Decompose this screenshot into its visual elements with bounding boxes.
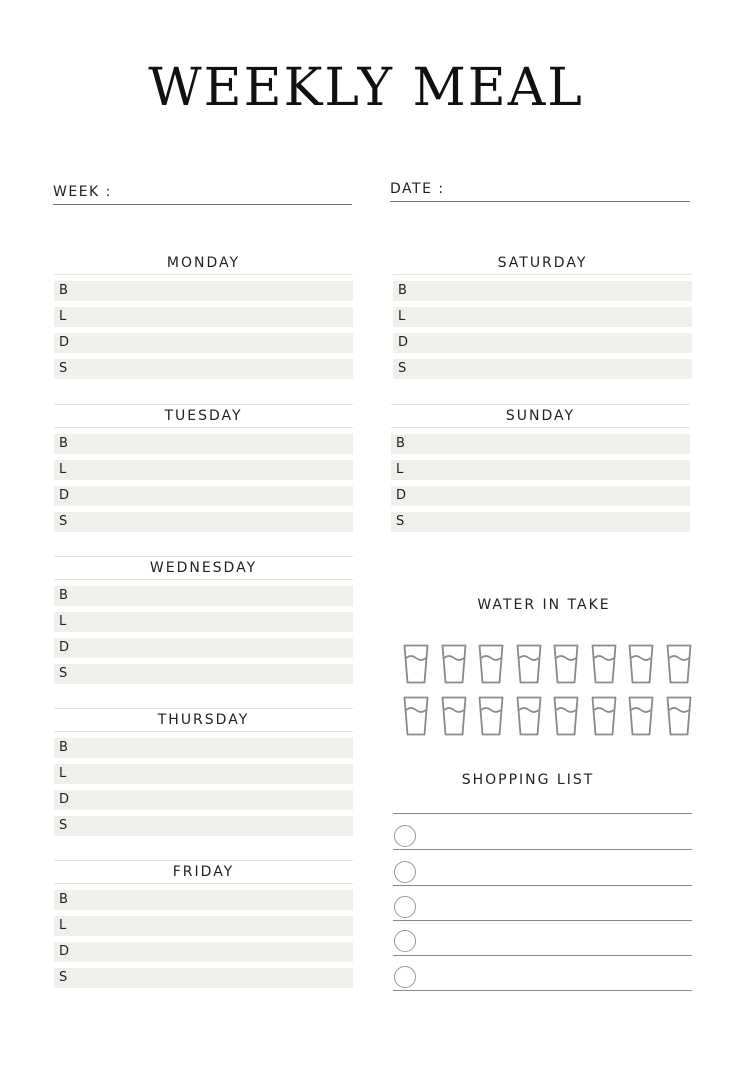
meal-row-snack[interactable]: S — [391, 512, 690, 532]
meal-row-lunch[interactable]: L — [54, 307, 353, 327]
checkbox-circle-icon[interactable] — [394, 930, 416, 952]
meal-row-breakfast[interactable]: B — [393, 281, 692, 301]
water-glass-icon[interactable] — [478, 644, 504, 684]
water-glass-icon[interactable] — [666, 696, 692, 736]
meal-row-lunch[interactable]: L — [391, 460, 690, 480]
meal-row-breakfast[interactable]: B — [54, 434, 353, 454]
meal-row-dinner[interactable]: D — [391, 486, 690, 506]
water-glass-icon[interactable] — [628, 696, 654, 736]
meal-row-breakfast[interactable]: B — [54, 738, 353, 758]
water-glass-icon[interactable] — [441, 644, 467, 684]
meal-row-snack[interactable]: S — [54, 664, 353, 684]
checkbox-circle-icon[interactable] — [394, 896, 416, 918]
checkbox-circle-icon[interactable] — [394, 861, 416, 883]
shopping-list-line — [393, 849, 692, 850]
day-title: SUNDAY — [391, 404, 690, 428]
day-title: TUESDAY — [54, 404, 353, 428]
water-glass-icon[interactable] — [478, 696, 504, 736]
day-block-saturday — [393, 252, 692, 379]
water-glass-icon[interactable] — [403, 644, 429, 684]
meal-row-breakfast[interactable]: B — [54, 890, 353, 910]
day-block-monday — [54, 252, 353, 379]
meal-row-dinner[interactable]: D — [54, 486, 353, 506]
meal-row-snack[interactable]: S — [54, 816, 353, 836]
water-glass-icon[interactable] — [553, 644, 579, 684]
date-label: DATE : — [390, 181, 445, 197]
water-glass-icon[interactable] — [516, 696, 542, 736]
meal-row-lunch[interactable]: L — [54, 916, 353, 936]
meal-row-lunch[interactable]: L — [54, 764, 353, 784]
page-title: WEEKLY MEAL — [148, 58, 584, 118]
meal-row-lunch[interactable]: L — [54, 612, 353, 632]
day-title: SATURDAY — [393, 252, 692, 275]
meal-row-snack[interactable]: S — [54, 512, 353, 532]
day-title: THURSDAY — [54, 708, 353, 732]
shopping-list-line — [393, 813, 692, 814]
shopping-list-title: SHOPPING LIST — [461, 772, 595, 788]
water-glass-icon[interactable] — [628, 644, 654, 684]
meal-row-dinner[interactable]: D — [54, 638, 353, 658]
day-title: FRIDAY — [54, 860, 353, 884]
day-block-friday — [54, 860, 353, 988]
water-intake-title: WATER IN TAKE — [477, 597, 611, 613]
water-glass-icon[interactable] — [553, 696, 579, 736]
day-block-wednesday — [54, 556, 353, 684]
water-glass-icon[interactable] — [403, 696, 429, 736]
checkbox-circle-icon[interactable] — [394, 825, 416, 847]
meal-row-breakfast[interactable]: B — [391, 434, 690, 454]
shopping-list-line — [393, 920, 692, 921]
water-glass-icon[interactable] — [591, 696, 617, 736]
week-label: WEEK : — [53, 184, 112, 200]
water-glass-icon[interactable] — [516, 644, 542, 684]
day-title: WEDNESDAY — [54, 556, 353, 580]
meal-row-dinner[interactable]: D — [54, 790, 353, 810]
day-block-thursday — [54, 708, 353, 836]
meal-row-snack[interactable]: S — [54, 968, 353, 988]
date-field[interactable] — [390, 181, 690, 202]
meal-row-dinner[interactable]: D — [54, 942, 353, 962]
week-field[interactable] — [53, 184, 352, 205]
meal-row-lunch[interactable]: L — [54, 460, 353, 480]
meal-row-dinner[interactable]: D — [393, 333, 692, 353]
water-glass-icon[interactable] — [441, 696, 467, 736]
meal-row-lunch[interactable]: L — [393, 307, 692, 327]
meal-row-snack[interactable]: S — [54, 359, 353, 379]
meal-row-dinner[interactable]: D — [54, 333, 353, 353]
water-glass-icon[interactable] — [591, 644, 617, 684]
shopping-list-line — [393, 955, 692, 956]
meal-row-snack[interactable]: S — [393, 359, 692, 379]
day-block-tuesday — [54, 404, 353, 532]
shopping-list-line — [393, 885, 692, 886]
meal-row-breakfast[interactable]: B — [54, 281, 353, 301]
checkbox-circle-icon[interactable] — [394, 966, 416, 988]
day-title: MONDAY — [54, 252, 353, 275]
water-glass-icon[interactable] — [666, 644, 692, 684]
meal-row-breakfast[interactable]: B — [54, 586, 353, 606]
shopping-list-line — [393, 990, 692, 991]
day-block-sunday — [391, 404, 690, 532]
